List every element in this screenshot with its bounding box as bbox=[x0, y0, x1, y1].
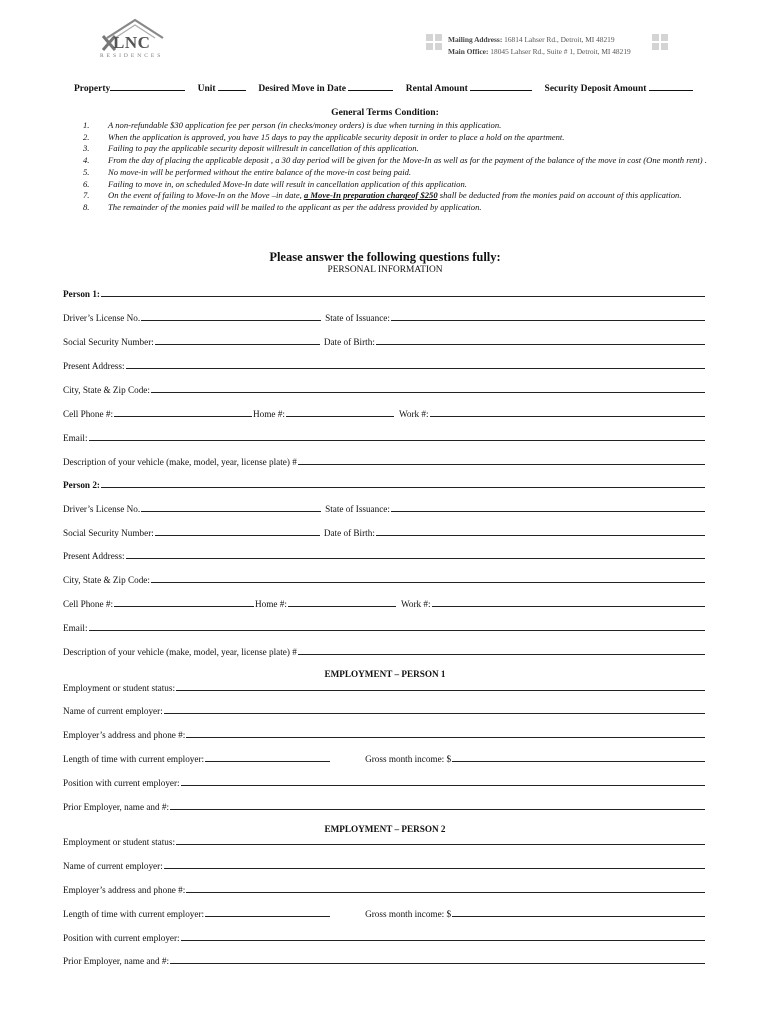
address-block bbox=[448, 34, 631, 58]
emp2-status-field[interactable] bbox=[176, 836, 705, 845]
person2-email-field[interactable] bbox=[89, 622, 706, 631]
person1-phone-row: Cell Phone #: Home #: Work #: bbox=[63, 407, 706, 419]
office-label: Main Office: bbox=[448, 47, 489, 56]
personal-info-heading: PERSONAL INFORMATION bbox=[327, 265, 443, 275]
person2-phone-row: Cell Phone #: Home #: Work #: bbox=[63, 597, 706, 609]
emp1-status-field[interactable] bbox=[176, 682, 705, 691]
emp2-prior-row: Prior Employer, name and #: bbox=[63, 954, 706, 966]
person2-email-row: Email: bbox=[63, 621, 706, 633]
person1-email-field[interactable] bbox=[89, 432, 706, 441]
terms-title: General Terms Condition: bbox=[331, 107, 439, 118]
person1-vehicle-field[interactable] bbox=[298, 456, 705, 465]
person1-vehicle-row: Description of your vehicle (make, model, year, license plate) # bbox=[63, 455, 706, 467]
person2-address-field[interactable] bbox=[126, 550, 706, 559]
terms-list bbox=[83, 120, 708, 214]
person2-cell-field[interactable] bbox=[114, 598, 254, 607]
person2-license-row: Driver’s License No. State of Issuance: bbox=[63, 502, 706, 514]
term-item: 4. From the day of placing the applicable deposit , a 30 day period will be given for the Move-In as well as for the payment of the balance of the move in cost (One month rent) . bbox=[83, 155, 707, 166]
move-in-date-label: Desired Move in Date bbox=[258, 84, 346, 94]
emp1-length-row: Length of time with current employer: Gross month income: $ bbox=[63, 752, 706, 764]
term-item: 6. Failing to move in, on scheduled Move-In date will result in cancellation application of this application. bbox=[83, 178, 467, 189]
property-label: Property bbox=[74, 84, 111, 94]
property-bar bbox=[74, 82, 703, 94]
emp2-status-row: Employment or student status: bbox=[63, 835, 706, 847]
emp2-address-field[interactable] bbox=[186, 884, 705, 893]
mailing-address: 16814 Lahser Rd., Detroit, MI 48219 bbox=[504, 35, 615, 44]
person2-vehicle-row: Description of your vehicle (make, model, year, license plate) # bbox=[63, 645, 706, 657]
emp2-employer-field[interactable] bbox=[164, 860, 705, 869]
person2-row: Person 2: bbox=[63, 478, 706, 490]
person1-license-row: Driver’s License No. State of Issuance: bbox=[63, 311, 706, 323]
emp1-prior-row: Prior Employer, name and #: bbox=[63, 800, 706, 812]
office-address: 18045 Lahser Rd., Suite # 1, Detroit, MI 48219 bbox=[490, 47, 631, 56]
person1-email-row: Email: bbox=[63, 431, 706, 443]
property-field[interactable] bbox=[110, 82, 185, 91]
person1-cell-field[interactable] bbox=[114, 408, 252, 417]
person2-dob-field[interactable] bbox=[376, 527, 705, 536]
person2-city-row: City, State & Zip Code: bbox=[63, 573, 706, 585]
emp1-employer-field[interactable] bbox=[164, 705, 705, 714]
person2-ssn-field[interactable] bbox=[155, 527, 320, 536]
emp1-address-field[interactable] bbox=[186, 729, 705, 738]
emp2-position-row: Position with current employer: bbox=[63, 931, 706, 943]
person1-city-field[interactable] bbox=[151, 384, 705, 393]
security-deposit-label: Security Deposit Amount bbox=[544, 84, 647, 94]
person2-work-field[interactable] bbox=[432, 598, 705, 607]
person2-state-field[interactable] bbox=[391, 503, 705, 512]
emp1-employer-row: Name of current employer: bbox=[63, 704, 706, 716]
emp2-income-field[interactable] bbox=[452, 908, 705, 917]
security-deposit-field[interactable] bbox=[649, 82, 693, 91]
move-in-charge-text: a Move-In preparation chargeof $250 bbox=[303, 190, 438, 201]
unit-field[interactable] bbox=[218, 82, 246, 91]
person1-ssn-row: Social Security Number: Date of Birth: bbox=[63, 335, 706, 347]
person2-license-field[interactable] bbox=[141, 503, 321, 512]
questions-heading: Please answer the following questions fully: bbox=[269, 250, 501, 264]
term-item: 2. When the application is approved, you have 15 days to pay the applicable security deposit in order to place a hold on the apartment. bbox=[83, 131, 565, 142]
person1-state-field[interactable] bbox=[391, 312, 705, 321]
emp1-length-field[interactable] bbox=[205, 753, 330, 762]
term-item: 7. On the event of failing to Move-In on the Move –in date, a Move-In preparation chargeof $250 shall be deducted from the monies paid on account of this application. bbox=[83, 190, 682, 201]
person1-name-field[interactable] bbox=[101, 288, 705, 297]
company-logo bbox=[95, 16, 175, 64]
mailing-label: Mailing Address: bbox=[448, 35, 503, 44]
emp1-income-field[interactable] bbox=[452, 753, 705, 762]
emp1-position-row: Position with current employer: bbox=[63, 776, 706, 788]
unit-label: Unit bbox=[197, 84, 216, 94]
employment2-heading: EMPLOYMENT – PERSON 2 bbox=[324, 824, 446, 834]
emp1-prior-field[interactable] bbox=[170, 801, 705, 810]
person1-dob-field[interactable] bbox=[376, 336, 705, 345]
move-in-date-field[interactable] bbox=[348, 82, 393, 91]
person2-vehicle-field[interactable] bbox=[298, 646, 705, 655]
person2-address-row: Present Address: bbox=[63, 549, 706, 561]
emp2-prior-field[interactable] bbox=[170, 955, 705, 964]
person1-address-field[interactable] bbox=[126, 360, 706, 369]
emp2-position-field[interactable] bbox=[181, 932, 705, 941]
person2-ssn-row: Social Security Number: Date of Birth: bbox=[63, 526, 706, 538]
term-item: 3. Failing to pay the applicable security deposit willresult in cancellation of this application. bbox=[83, 143, 419, 154]
emp2-length-field[interactable] bbox=[205, 908, 330, 917]
person1-address-row: Present Address: bbox=[63, 359, 706, 371]
logo-name: LNC bbox=[113, 33, 151, 52]
emp1-address-row: Employer’s address and phone #: bbox=[63, 728, 706, 740]
emp1-status-row: Employment or student status: bbox=[63, 681, 706, 693]
person2-city-field[interactable] bbox=[151, 574, 705, 583]
person1-ssn-field[interactable] bbox=[155, 336, 320, 345]
term-item: 1. A non-refundable $30 application fee per person (in checks/money orders) is due when turning in this application. bbox=[83, 120, 502, 130]
person2-home-field[interactable] bbox=[288, 598, 396, 607]
rental-amount-field[interactable] bbox=[470, 82, 532, 91]
term-item: 5. No move-in will be performed without the entire balance of the move-in cost being paid. bbox=[83, 166, 412, 177]
person1-home-field[interactable] bbox=[286, 408, 394, 417]
employment1-heading: EMPLOYMENT – PERSON 1 bbox=[324, 669, 446, 679]
emp2-employer-row: Name of current employer: bbox=[63, 859, 706, 871]
person1-license-field[interactable] bbox=[141, 312, 321, 321]
rental-amount-label: Rental Amount bbox=[405, 84, 468, 94]
person1-work-field[interactable] bbox=[430, 408, 705, 417]
person2-name-field[interactable] bbox=[101, 479, 705, 488]
person1-city-row: City, State & Zip Code: bbox=[63, 383, 706, 395]
emp2-length-row: Length of time with current employer: Gross month income: $ bbox=[63, 907, 706, 919]
term-item: 8. The remainder of the monies paid will be mailed to the applicant as per the address provided by application. bbox=[83, 201, 482, 212]
emp2-address-row: Employer’s address and phone #: bbox=[63, 883, 706, 895]
logo-subtitle: RESIDENCES bbox=[100, 53, 164, 59]
person1-row: Person 1: bbox=[63, 287, 706, 299]
emp1-position-field[interactable] bbox=[181, 777, 705, 786]
